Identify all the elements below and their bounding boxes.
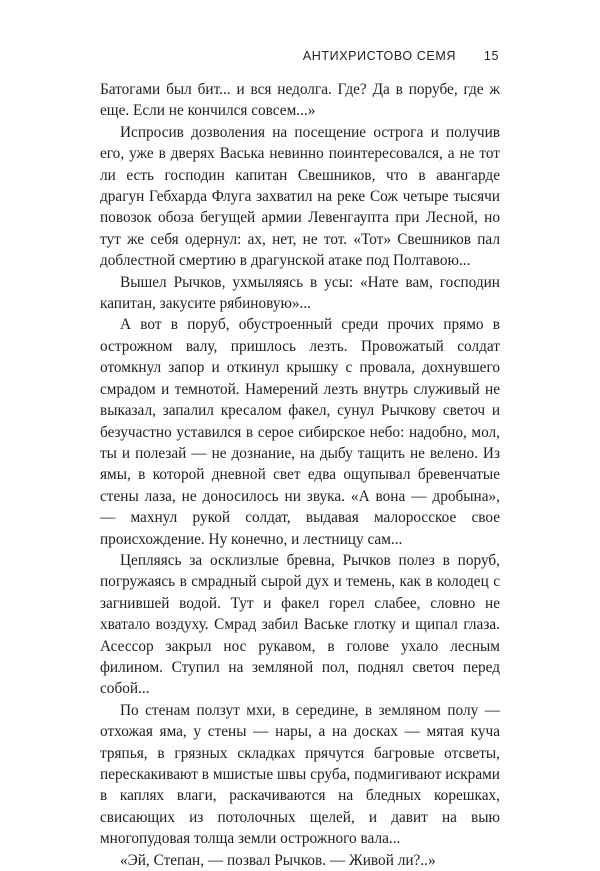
paragraph: Вышел Рычков, ухмыляясь в усы: «Нате вам, господин капитан, закусите рябиновую»... <box>100 273 500 313</box>
paragraph: Цепляясь за осклизлые бревна, Рычков полез в поруб, погружаясь в смрадный сырой дух и темень, как в колодец с загнившей водой. Тут и факел горел слабее, словно не хватало воздуху. Смрад забил Ваське глотку и щипал глаза. Асессор закрыл нос рукавом, в голове ухало лесным филином. Ступил на земляной пол, поднял светоч перед собой... <box>100 551 500 698</box>
paragraph: А вот в поруб, обустроенный среди прочих прямо в острожном валу, пришлось лезть. Провожатый солдат отомкнул запор и откинул крышку с провала, дохнувшего смрадом и темнотой. Намерений лезть внутрь служивый не выказал, запалил кресалом факел, сунул Рычкову светоч и безучастно уставился в серое сибирское небо: надобно, мол, ты и полезай — не дознание, на дыбу тащить не велено. Из ямы, в которой дневной свет едва ощупывал бревенчатые стены лаза, не доносилось ни звука. «А вона — дробына», — махнул рукой солдат, выдавая малоросское свое происхождение. Ну конечно, и лестницу сам... <box>100 316 500 548</box>
paragraph: «Эй, Степан, — позвал Рычков. — Живой ли?..» <box>120 851 436 869</box>
page-number: 15 <box>483 49 499 63</box>
running-head <box>100 49 500 69</box>
paragraph: Испросив дозволения на посещение острога и получив его, уже в дверях Васька невинно поинтересовался, а не тот ли есть господин капитан Свешников, что в авангарде драгун Гебхарда Флуга захватил на реке Сож четыре тысячи повозок обоза бегущей армии Левенгаупта при Лесной, но тут же себя одернул: ах, нет, не тот. «Тот» Свешников пал доблестной смертию в драгунской атаке под Полтавою... <box>100 123 500 270</box>
paragraph: По стенам ползут мхи, в середине, в земляном полу — отхожая яма, у стены — нары, а на досках — мятая куча тряпья, в грязных складках прячутся багровые отсветы, перескакивают в мшистые швы сруба, подмигивают искрами в каплях влаги, раскачиваются на бледных корешках, свисающих из потолочных щелей, и давит на выю многопудовая толща земли острожного вала... <box>100 701 500 848</box>
body-text <box>100 79 500 871</box>
paragraph: Батогами был бит... и вся недолга. Где? Да в порубе, где ж еще. Если не кончился совсем...» <box>100 81 500 120</box>
running-title: АНТИХРИСТОВО СЕМЯ <box>302 49 456 63</box>
